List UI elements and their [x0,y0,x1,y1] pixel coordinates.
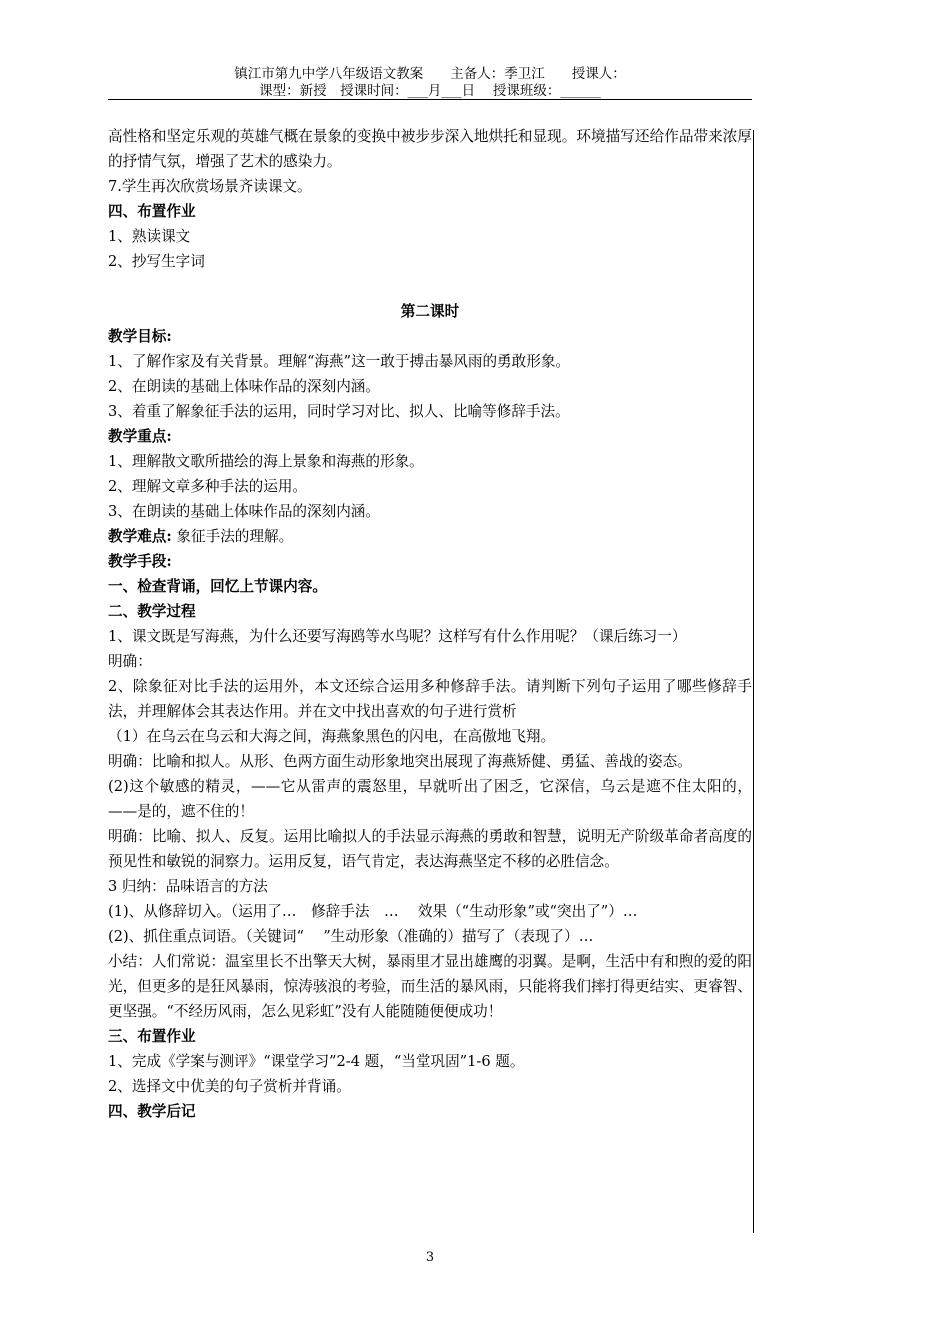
difficulty-label: 教学难点: [108,528,172,545]
section-heading: 四、布置作业 [108,203,196,220]
means-label: 教学手段: [108,553,172,570]
right-border-line [753,130,754,1233]
paragraph: 3 归纳：品味语言的方法 [108,878,268,895]
paragraph: (2)、抓住重点词语。（关键词“ ”生动形象（准确的）描写了（表现了）… [108,928,594,945]
paragraph: 明确： [108,653,152,670]
section-heading: 四、教学后记 [108,1103,196,1120]
section-heading: 二、教学过程 [108,603,196,620]
page-header [108,66,752,100]
spacer [108,274,752,299]
list-item: 3、着重了解象征手法的运用，同时学习对比、拟人、比喻等修辞手法。 [108,403,570,420]
goals-label: 教学目标: [108,328,172,345]
list-item: 2、选择文中优美的句子赏析并背诵。 [108,1078,351,1095]
header-line-1: 镇江市第九中学八年级语文教案 主备人：季卫江 授课人： [234,66,626,82]
focus-label: 教学重点: [108,428,172,445]
list-item: 2、理解文章多种手法的运用。 [108,478,308,495]
header-rule [108,99,752,100]
list-item: 1、理解散文歌所描绘的海上景象和海燕的形象。 [108,453,424,470]
paragraph: 明确：比喻和拟人。从形、色两方面生动形象地突出展现了海燕矫健、勇猛、善战的姿态。 [108,753,692,770]
paragraph: 7.学生再次欣赏场景齐读课文。 [108,178,312,195]
list-item: 1、熟读课文 [108,228,191,245]
page-number: 3 [425,1250,435,1265]
paragraph: 2、除象征对比手法的运用外，本文还综合运用多种修辞手法。请判断下列句子运用了哪些修辞手法，并理解体会其表达作用。并在文中找出喜欢的句子进行赏析 [108,678,752,720]
header-line-2: 课型：新授 授课时间：___月___日 授课班级：______ [259,83,601,99]
list-item: 1、了解作家及有关背景。理解“海燕”这一敢于搏击暴风雨的勇敢形象。 [108,353,571,370]
list-item: 2、抄写生字词 [108,253,205,270]
difficulty-line [108,524,752,549]
list-item: 1、完成《学案与测评》“课堂学习”2-4 题，“当堂巩固”1-6 题。 [108,1053,525,1070]
section-heading: 三、布置作业 [108,1028,196,1045]
lesson-title: 第二课时 [400,303,460,320]
difficulty-text: 象征手法的理解。 [176,528,294,545]
paragraph: （1）在乌云在乌云和大海之间，海燕象黑色的闪电，在高傲地飞翔。 [108,728,556,745]
document-body [108,124,752,1124]
paragraph-continued: 高性格和坚定乐观的英雄气概在景象的变换中被步步深入地烘托和显现。环境描写还给作品带来浓厚的抒情气氛，增强了艺术的感染力。 [108,128,752,170]
list-item: 3、在朗读的基础上体味作品的深刻内涵。 [108,503,380,520]
paragraph: 小结：人们常说：温室里长不出擎天大树，暴雨里才显出雄鹰的羽翼。是啊，生活中有和煦的爱的阳光，但更多的是狂风暴雨，惊涛骇浪的考验，而生活的暴风雨，只能将我们摔打得更结实、更睿智、更坚强。“不经历风雨，怎么见彩虹”没有人能随随便便成功！ [108,953,752,1020]
list-item: 2、在朗读的基础上体味作品的深刻内涵。 [108,378,380,395]
paragraph: 1、课文既是写海燕，为什么还要写海鸥等水鸟呢？这样写有什么作用呢？（课后练习一） [108,628,687,645]
paragraph: (1)、从修辞切入。（运用了… 修辞手法 … 效果（“生动形象”或“突出了”）… [108,903,638,920]
paragraph: (2)这个敏感的精灵，——它从雷声的震怒里，早就听出了困乏，它深信，乌云是遮不住太阳的，——是的，遮不住的！ [108,778,752,820]
paragraph: 明确：比喻、拟人、反复。运用比喻拟人的手法显示海燕的勇敢和智慧，说明无产阶级革命者高度的预见性和敏锐的洞察力。运用反复，语气肯定，表达海燕坚定不移的必胜信念。 [108,828,752,870]
section-heading: 一、检查背诵，回忆上节课内容。 [108,578,327,595]
